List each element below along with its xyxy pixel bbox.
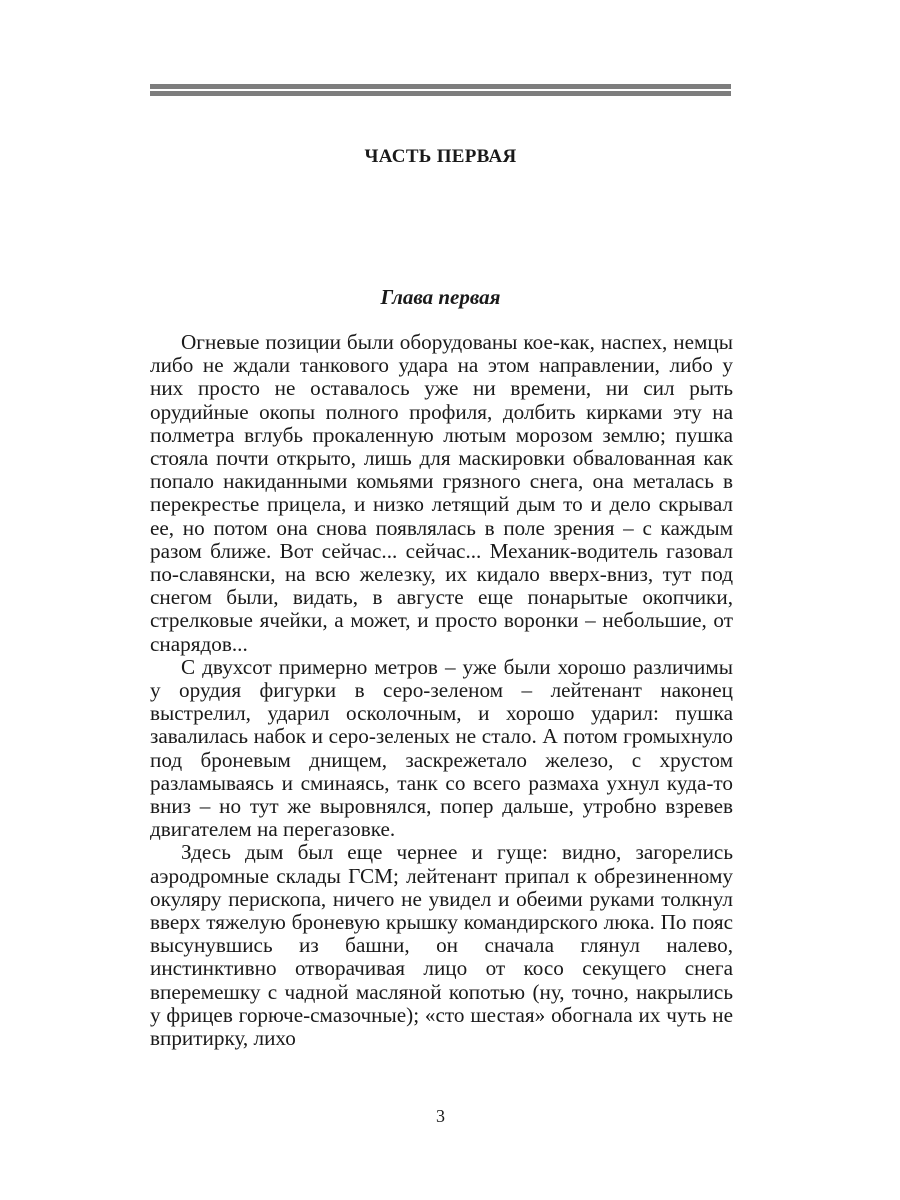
paragraph-2: С двухсот примерно метров – уже были хорошо различимы у орудия фигурки в серо-зеленом – лейтенант наконец выстрелил, ударил осколочным, и хорошо ударил: пушка завалилась набок и серо-зеленых не стало. А потом громыхнуло под броневым днищем, заскрежетало железо, с хрустом разламываясь и сминаясь, танк со всего размаха ухнул куда-то вниз – но тут же выровнялся, попер дальше, утробно взревев двигателем на перегазовке.: [150, 654, 733, 842]
header-double-rule: [150, 84, 731, 96]
page-number: 3: [436, 1106, 445, 1126]
body-text: [150, 331, 733, 1050]
paragraph-1: Огневые позиции были оборудованы кое-как, наспех, немцы либо не ждали танкового удара на этом направлении, либо у них просто не оставалось уже ни времени, ни сил рыть орудийные окопы полного профиля, долбить кирками эту на полметра вглубь прокаленную лютым морозом землю; пушка стояла почти открыто, лишь для маскировки обвалованная как попало накиданными комьями грязного снега, она металась в перекрестье прицела, и низко летящий дым то и дело скрывал ее, но потом она снова появлялась в поле зрения – с каждым разом ближе. Вот сейчас... сейчас... Механик-водитель газовал по-славянски, на всю железку, их кидало вверх-вниз, тут под снегом были, видать, в августе еще понарытые окопчики, стрелковые ячейки, а может, и просто воронки – небольшие, от снарядов...: [150, 330, 733, 656]
chapter-title: Глава первая: [380, 285, 501, 309]
paragraph-3: Здесь дым был еще чернее и гуще: видно, загорелись аэродромные склады ГСМ; лейтенант припал к обрезиненному окуляру перископа, ничего не увидел и обеими руками толкнул вверх тяжелую броневую крышку командирского люка. По пояс высунувшись из башни, он сначала глянул налево, инстинктивно отворачивая лицо от косо секущего снега вперемешку с чадной масляной копотью (ну, точно, накрылись у фрицев горюче-смазочные); «сто шестая» обогнала их чуть не впритирку, лихо: [150, 840, 733, 1051]
part-title: ЧАСТЬ ПЕРВАЯ: [364, 146, 517, 167]
